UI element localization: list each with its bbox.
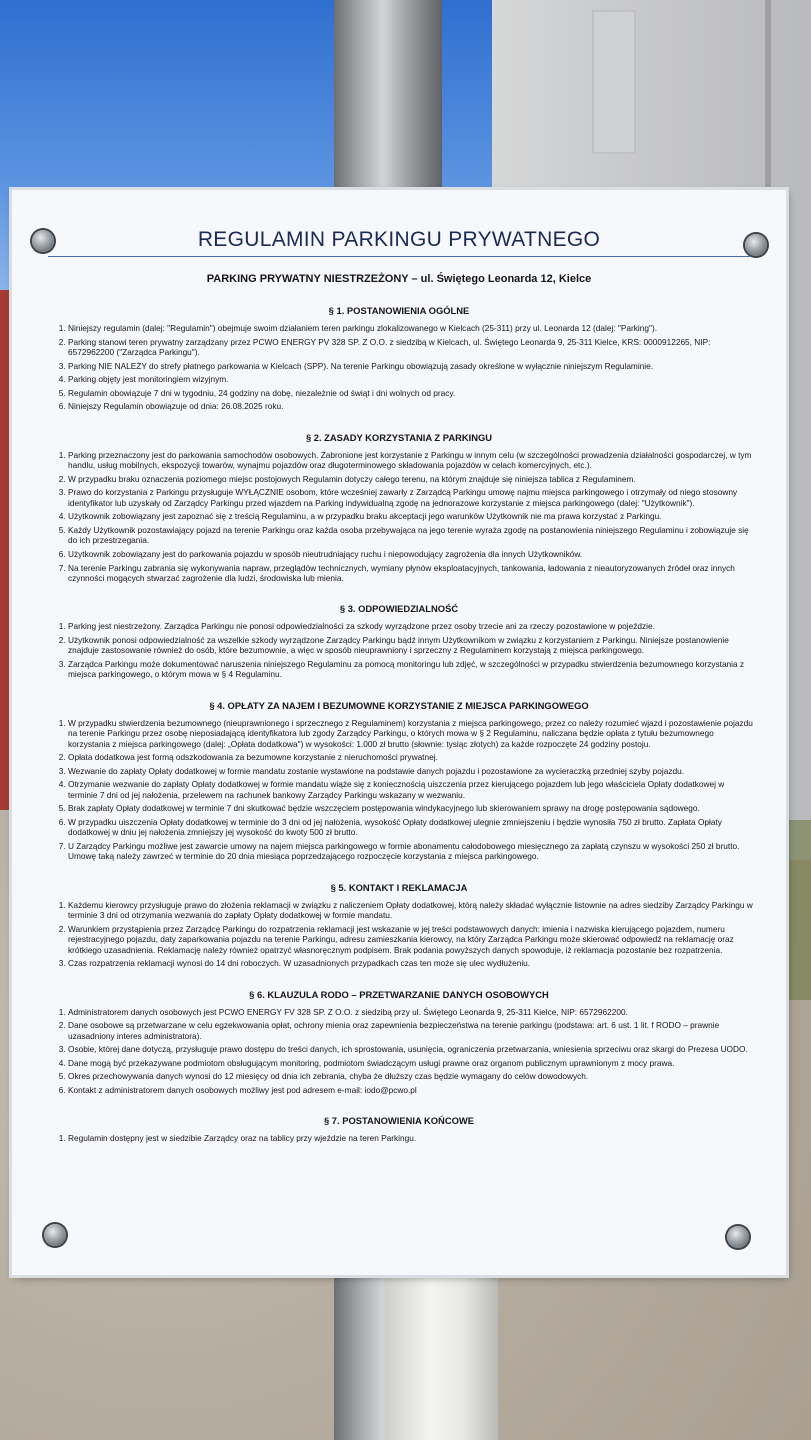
sign-content xyxy=(42,228,756,1147)
list-item: 1. Parking przeznaczony jest do parkowania samochodów osobowych. Zabronione jest korzystanie z Parkingu w innym celu (w szczególności prowadzenia działalności gospodarczej, w tym handlu, usług mobilnych, ekspozycji towarów, wynajmu pojazdów oraz długoterminowego składowania pojazdów w celach komercyjnych, etc.). xyxy=(68,450,756,471)
sign-subtitle: PARKING PRYWATNY NIESTRZEŻONY – ul. Świętego Leonarda 12, Kielce xyxy=(206,273,592,285)
screw-icon xyxy=(44,1224,66,1246)
list-item: 3. Osobie, której dane dotyczą, przysługuje prawo dostępu do treści danych, ich sprostowania, usunięcia, ograniczenia przetwarzania, wniesienia sprzeciwu oraz skargi do Prezesa UODO. xyxy=(68,1044,756,1054)
list-item: 4. Parking objęty jest monitoringiem wizyjnym. xyxy=(68,374,756,384)
section-list xyxy=(42,718,756,862)
section-list xyxy=(42,900,756,969)
list-item: 1. W przypadku stwierdzenia bezumownego (nieuprawnionego i sprzecznego z Regulaminem) korzystania z miejsca parkingowego, przez co należy rozumieć wjazd i pozostawienie pojazdu na terenie Parkingu przez osobę nieposiadającą identyfikatora lub zgody Zarządcy Parkingu, o których mowa w § 2 Regulaminu, naliczana będzie opłata z tytułu bezumownego korzystania z miejsca parkingowego (dalej: „Opłata dodatkowa") w wysokości: 1.000 zł brutto (słownie: tysiąc złotych) za każde rozpoczęte 24 godziny postoju. xyxy=(68,718,756,749)
list-item: 2. Dane osobowe są przetwarzane w celu egzekwowania opłat, ochrony mienia oraz zapewnienia bezpieczeństwa na terenie parkingu (podstawa: art. 6 ust. 1 lit. f RODO – prawnie uzasadniony interes administratora). xyxy=(68,1020,756,1041)
list-item: 1. Niniejszy regulamin (dalej: "Regulamin") obejmuje swoim działaniem teren parkingu zlokalizowanego w Kielcach (25-311) przy ul. Leonarda 12 (dalej: "Parking"). xyxy=(68,323,756,333)
list-item: 5. Regulamin obowiązuje 7 dni w tygodniu, 24 godziny na dobę, niezależnie od świąt i dni wolnych od pracy. xyxy=(68,388,756,398)
list-item: 3. Zarządca Parkingu może dokumentować naruszenia niniejszego Regulaminu za pomocą monitoringu lub zdjęć, w szczególności w przypadku stwierdzenia bezumownego korzystania z miejsca parkingowego, o którym mowa w § 4 Regulaminu. xyxy=(68,659,756,680)
list-item: 3. Czas rozpatrzenia reklamacji wynosi do 14 dni roboczych. W uzasadnionych przypadkach czas ten może się ulec wydłużeniu. xyxy=(68,958,756,968)
section-list xyxy=(42,1133,756,1143)
section-heading: § 1. POSTANOWIENIA OGÓLNE xyxy=(328,305,470,316)
sign-title: REGULAMIN PARKINGU PRYWATNEGO xyxy=(48,228,750,257)
section-heading: § 5. KONTAKT I REKLAMACJA xyxy=(330,881,468,893)
section-heading: § 4. OPŁATY ZA NAJEM I BEZUMOWNE KORZYSTANIE Z MIEJSCA PARKINGOWEGO xyxy=(209,699,589,711)
sections-container xyxy=(42,305,756,1144)
list-item: 3. Prawo do korzystania z Parkingu przysługuje WYŁĄCZNIE osobom, które wcześniej zawarły z Zarządcą Parkingu umowę najmu miejsca parkingowego i otrzymały od niego stosowny identyfikator lub uzyskały od Zarządcy Parkingu przed wjazdem na Parking indywidualną zgodę na jednorazowe korzystanie z miejsca parkingowego (dalej: "Użytkownik"). xyxy=(68,487,756,508)
list-item: 7. Na terenie Parkingu zabrania się wykonywania napraw, przeglądów technicznych, wymiany płynów eksploatacyjnych, tankowania, ładowania z nieautoryzowanych źródeł oraz innych czynności mogących stwarzać zagrożenie dla ludzi, środowiska lub mienia. xyxy=(68,563,756,584)
list-item: 4. Użytkownik zobowiązany jest zapoznać się z treścią Regulaminu, a w przypadku braku akceptacji jego warunków Użytkownik nie ma prawa korzystać z Parkingu. xyxy=(68,511,756,521)
section-heading: § 6. KLAUZULA RODO – PRZETWARZANIE DANYCH OSOBOWYCH xyxy=(249,988,549,1000)
list-item: 4. Otrzymanie wezwanie do zapłaty Opłaty dodatkowej w formie mandatu wiąże się z koniecznością uiszczenia przez kierującego pojazdem lub jego właściciela Opłaty dodatkowej w terminie 7 dni od jej nałożenia, przelewem na rachunek bankowy Zarządcy Parkingu wskazany w wezwaniu. xyxy=(68,779,756,800)
section-heading: § 3. ODPOWIEDZIALNOŚĆ xyxy=(339,603,459,615)
screw-icon xyxy=(727,1226,749,1248)
list-item: 6. Niniejszy Regulamin obowiązuje od dnia: 26.08.2025 roku. xyxy=(68,401,756,411)
list-item: 2. Użytkownik ponosi odpowiedzialność za wszelkie szkody wyrządzone Zarządcy Parkingu bądź innym Użytkownikom w związku z korzystaniem z Parkingu. Niniejsze postanowienie znajduje zastosowanie również do osób, które bezumownie, a więc w sposób nieuprawniony i sprzeczny z Regulaminem korzystają z miejsca parkingowego. xyxy=(68,635,756,656)
list-item: 7. U Zarządcy Parkingu możliwe jest zawarcie umowy na najem miejsca parkingowego w formie abonamentu całodobowego miesięcznego za zapłatą czynszu w wysokości 250 zł brutto. Umowę taką należy zawrzeć w terminie do 20 dnia miesiąca poprzedzającego rozpoczęcie korzystania z miejsca parkingowego. xyxy=(68,841,756,862)
list-item: 4. Dane mogą być przekazywane podmiotom obsługującym monitoring, podmiotom świadczącym usługi prawne oraz organom publicznym uprawnionym z mocy prawa. xyxy=(68,1058,756,1068)
list-item: 5. Brak zapłaty Opłaty dodatkowej w terminie 7 dni skutkować będzie wszczęciem postępowania windykacyjnego lub skierowaniem sprawy na drogę postępowania sądowego. xyxy=(68,803,756,813)
regulation-sign xyxy=(12,190,786,1275)
section-list xyxy=(42,1007,756,1096)
list-item: 5. Okres przechowywania danych wynosi do 12 miesięcy od dnia ich zebrania, chyba że dłuższy czas będzie wymagany do celów dowodowych. xyxy=(68,1071,756,1081)
section-heading: § 2. ZASADY KORZYSTANIA Z PARKINGU xyxy=(305,431,493,443)
list-item: 1. Każdemu kierowcy przysługuje prawo do złożenia reklamacji w związku z naliczeniem Opłaty dodatkowej, którą należy składać wyłącznie listownie na adres siedziby Zarządcy Parkingu w terminie 3 dni od otrzymania wezwania do zapłaty Opłaty dodatkowej w formie mandatu. xyxy=(68,900,756,921)
section-list xyxy=(42,450,756,584)
list-item: 3. Parking NIE NALEŻY do strefy płatnego parkowania w Kielcach (SPP). Na terenie Parkingu obowiązują zasady określone w wyłącznie niniejszym Regulaminie. xyxy=(68,361,756,371)
section-heading: § 7. POSTANOWIENIA KOŃCOWE xyxy=(323,1115,474,1127)
list-item: 2. Parking stanowi teren prywatny zarządzany przez PCWO ENERGY PV 328 SP. Z O.O. z siedzibą w Kielcach, ul. Świętego Leonarda 9, 25-311 Kielce, KRS: 0000912265, NIP: 6572962200 ("Zarządca Parkingu"). xyxy=(68,337,756,358)
list-item: 1. Regulamin dostępny jest w siedzibie Zarządcy oraz na tablicy przy wjeździe na teren Parkingu. xyxy=(68,1133,756,1143)
list-item: 2. Opłata dodatkowa jest formą odszkodowania za bezumowne korzystanie z nieruchomości prywatnej. xyxy=(68,752,756,762)
list-item: 6. W przypadku uiszczenia Opłaty dodatkowej w terminie do 3 dni od jej nałożenia, wysokość Opłaty dodatkowej ulegnie zmniejszeniu i będzie wynosiła 750 zł brutto. Zapłata Opłaty dodatkowej w dniu jej nałożenia zmniejszy jej wysokość do kwoty 500 zł brutto. xyxy=(68,817,756,838)
list-item: 2. W przypadku braku oznaczenia poziomego miejsc postojowych Regulamin dotyczy całego terenu, na którym znajduje się niniejsza tablica z Regulaminem. xyxy=(68,474,756,484)
list-item: 3. Wezwanie do zapłaty Opłaty dodatkowej w formie mandatu zostanie wystawione na podstawie danych pojazdu i pozostawione za wycieraczką przedniej szyby pojazdu. xyxy=(68,766,756,776)
list-item: 2. Warunkiem przystąpienia przez Zarządcę Parkingu do rozpatrzenia reklamacji jest wskazanie w jej treści podstawowych danych: imienia i nazwiska kierującego pojazdem, numeru rejestracyjnego pojazdu, daty zaparkowania pojazdu na terenie Parkingu, adresu zamieszkania kierowcy, na który Zarządca Parkingu może skierować odpowiedź na reklamację oraz krótkiego uzasadnienia. Reklamację należy również opatrzyć własnoręcznym podpisem. Brak podania powyższych danych spowoduje, iż reklamacja pozostanie bez rozpatrzenia. xyxy=(68,924,756,955)
section-list xyxy=(42,621,756,679)
list-item: 1. Administratorem danych osobowych jest PCWO ENERGY FV 328 SP. Z O.O. z siedzibą przy ul. Świętego Leonarda 9, 25-311 Kielce, NIP: 6572962200. xyxy=(68,1007,756,1017)
list-item: 6. Użytkownik zobowiązany jest do parkowania pojazdu w sposób nieutrudniający ruchu i niepowodujący zagrożenia dla innych Użytkowników. xyxy=(68,549,756,559)
list-item: 5. Każdy Użytkownik pozostawiający pojazd na terenie Parkingu oraz każda osoba przebywająca na jego terenie wyraża zgodę na postanowienia niniejszego Regulaminu i zobowiązuje się do ich przestrzegania. xyxy=(68,525,756,546)
list-item: 1. Parking jest niestrzeżony. Zarządca Parkingu nie ponosi odpowiedzialności za szkody wyrządzone przez osoby trzecie ani za rzeczy pozostawione w pojeździe. xyxy=(68,621,756,631)
section-list xyxy=(42,323,756,412)
list-item: 6. Kontakt z administratorem danych osobowych możliwy jest pod adresem e-mail: iodo@pcwo.pl xyxy=(68,1085,756,1095)
